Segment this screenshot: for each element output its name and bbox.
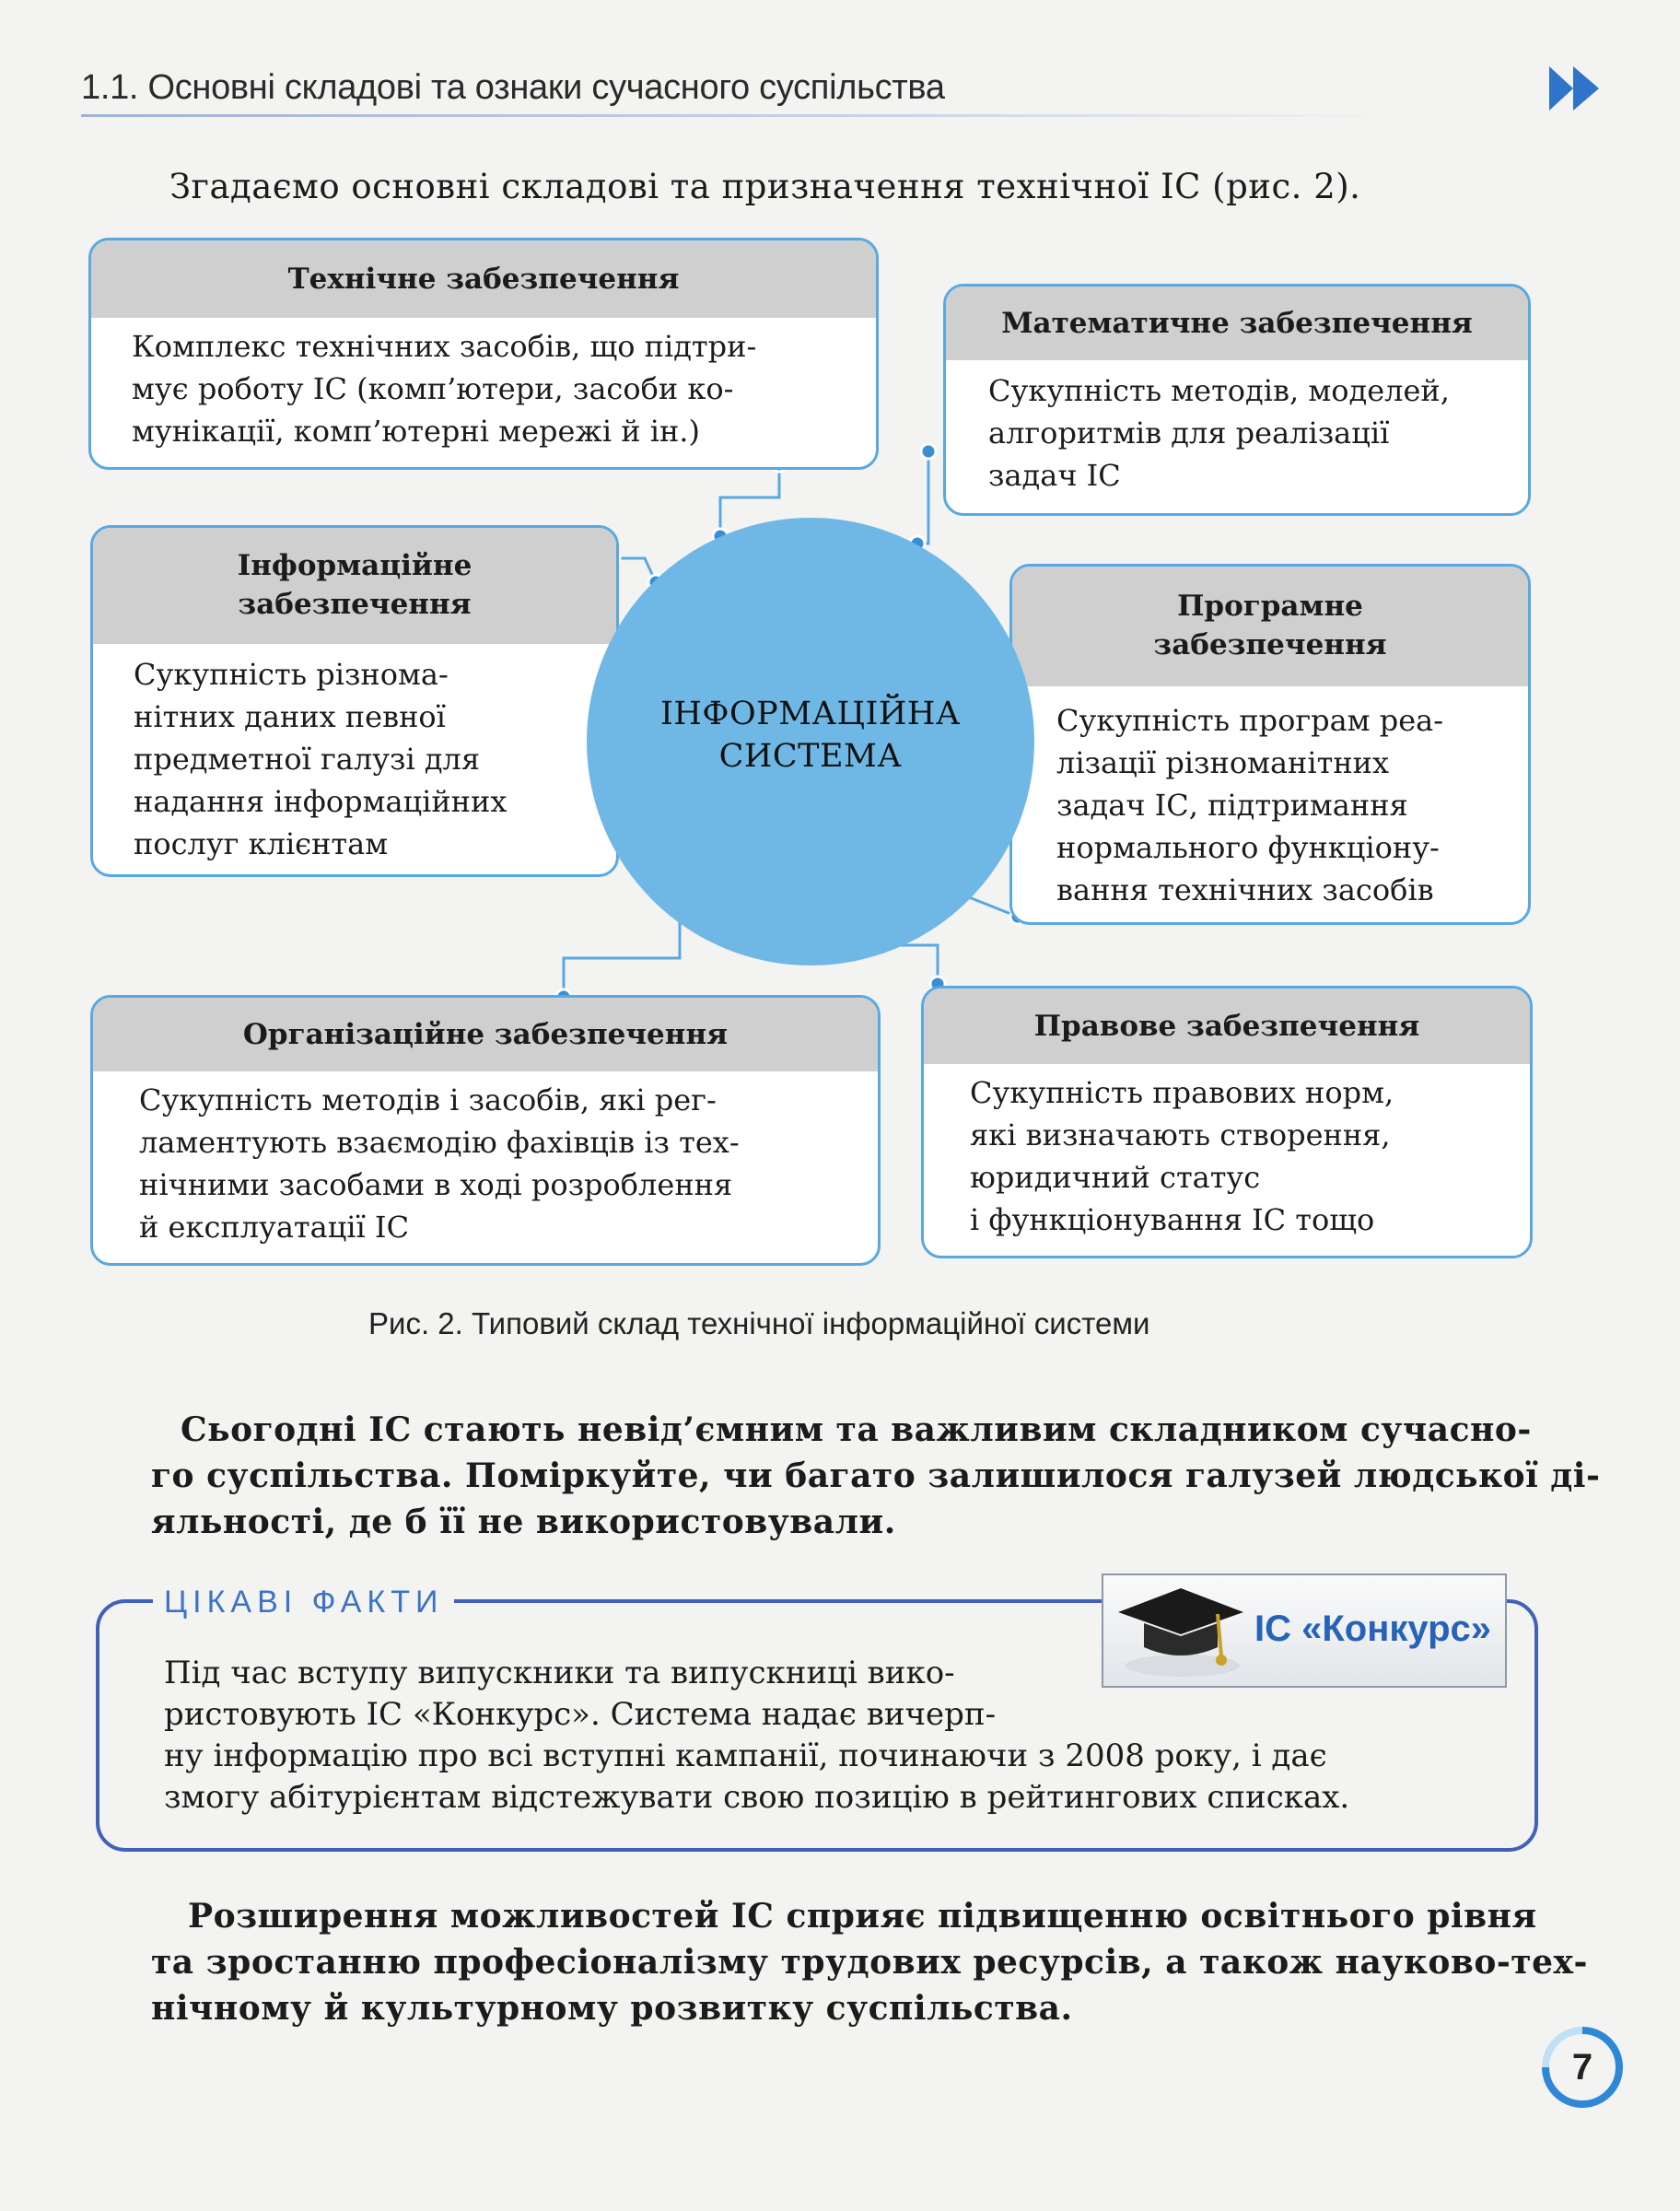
connector-mathematical — [917, 451, 928, 544]
connector-organizational — [564, 912, 680, 997]
box-legal-title: Правове забезпечення — [924, 989, 1530, 1064]
facts-text: Під час вступу випускники та випускниці вико- ристовують ІС «Конкурс». Система надає вичерп- ну інформацію про всі вступні кампанії, починаючи з 2008 року, і дає змогу абітурієнтам відстежувати свою позицію в рейтингових списках. — [164, 1655, 1350, 1816]
box-software — [1009, 564, 1531, 925]
box-organizational-title: Організаційне забезпечення — [93, 998, 878, 1071]
box-mathematical-body: Сукупність методів, моделей, алгоритмів для реалізації задач ІС — [988, 373, 1450, 493]
box-legal — [921, 986, 1533, 1258]
box-technical-body: Комплекс технічних засобів, що підтри- мує роботу ІС (комп’ютери, засоби ко- мунікації, комп’ютерні мережі й ін.) — [132, 329, 757, 449]
figure-caption: Рис. 2. Типовий склад технічної інформаційної системи — [368, 1306, 1150, 1340]
box-legal-body: Сукупність правових норм, які визначають створення, юридичний статус і функціонування ІС тощо — [970, 1075, 1394, 1237]
box-software-title: Програмне забезпечення — [1012, 567, 1528, 686]
box-informational-title: Інформаційне забезпечення — [93, 528, 616, 644]
paragraph-usage: Сьогодні ІС стають невід’ємним та важливим складником сучасно- го суспільства. Поміркуйте, чи багато залишилося галузей людської ді- яльності, де б її не використовували. — [151, 1410, 1601, 1541]
box-organizational — [90, 995, 881, 1266]
intro-text: Згадаємо основні складові та призначення технічної ІС (рис. 2). — [169, 167, 1361, 206]
information-system-circle — [587, 518, 1034, 965]
box-informational-body: Сукупність різнома- нітних даних певної предметної галузі для надання інформаційних послуг клієнтам — [134, 657, 508, 861]
header-title: 1.1. Основні складові та ознаки сучасного суспільства — [81, 68, 945, 107]
box-organizational-body: Сукупність методів і засобів, які рег- ламентують взаємодію фахівців із тех- нічними засобами в ході розроблення й експлуатації ІС — [139, 1082, 740, 1245]
page-number: 7 — [1538, 2023, 1627, 2112]
facts-title: ЦІКАВІ ФАКТИ — [153, 1585, 454, 1620]
box-technical — [88, 238, 879, 470]
box-software-body: Сукупність програм реа- лізації різноманітних задач ІС, підтримання нормального функціону- вання технічних засобів — [1056, 703, 1444, 907]
box-informational — [90, 525, 619, 877]
banner-label: ІС «Конкурс» — [1254, 1609, 1492, 1649]
box-mathematical-title: Математичне забезпечення — [946, 287, 1528, 360]
circle-label: ІНФОРМАЦІЙНА СИСТЕМА — [660, 696, 961, 775]
box-mathematical — [943, 284, 1531, 516]
paragraph-expansion: Розширення можливостей ІС сприяє підвищенню освітнього рівня та зростанню професіоналізму трудових ресурсів, а також науково-тех- нічному й культурному розвитку суспільства. — [151, 1897, 1588, 2028]
box-technical-title: Технічне забезпечення — [91, 240, 876, 318]
